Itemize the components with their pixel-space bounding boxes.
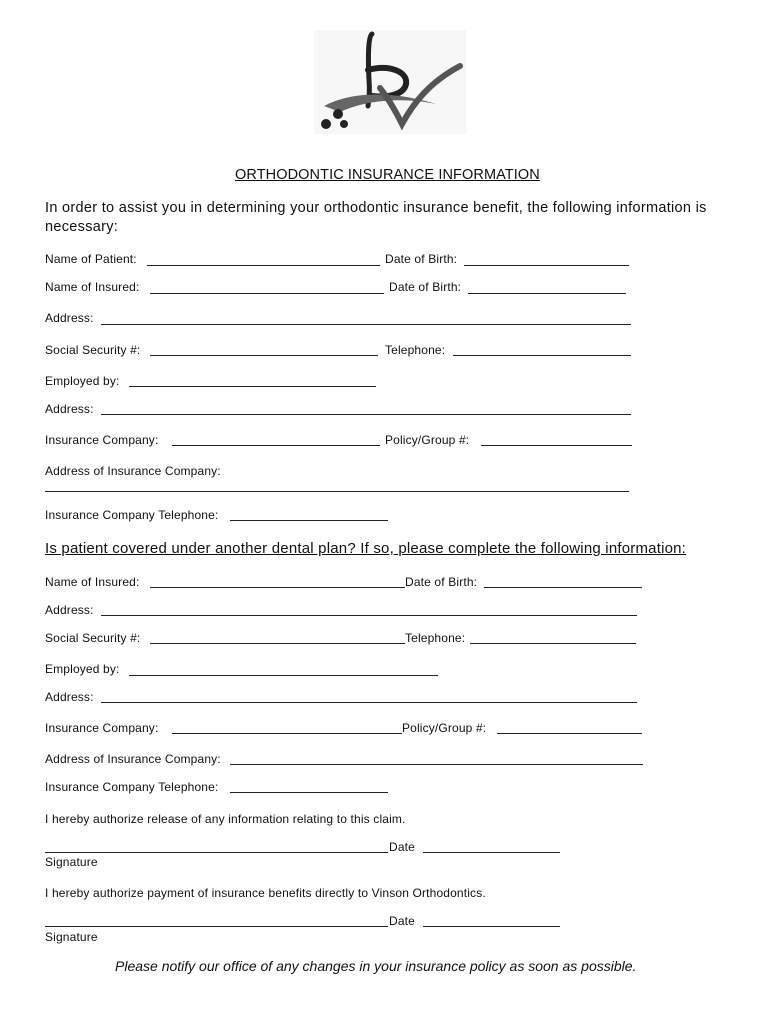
patient-date-of-birth-field[interactable] — [464, 265, 629, 266]
payment-authorization-text: I hereby authorize payment of insurance benefits directly to Vinson Orthodontics. — [45, 886, 486, 900]
insured-date-of-birth-field[interactable] — [468, 293, 626, 294]
secondary-employed-by-label: Employed by: — [45, 662, 120, 676]
secondary-employer-address-label: Address: — [45, 690, 94, 704]
release-date-field[interactable] — [423, 852, 560, 853]
payment-date-label: Date — [389, 914, 415, 928]
telephone-label: Telephone: — [385, 343, 446, 357]
practice-logo — [310, 28, 470, 143]
name-of-patient-label: Name of Patient: — [45, 252, 137, 266]
secondary-name-of-insured-label: Name of Insured: — [45, 575, 140, 589]
secondary-ssn-label: Social Security #: — [45, 631, 141, 645]
secondary-insurance-company-telephone-field[interactable] — [230, 792, 388, 793]
employer-address-field[interactable] — [101, 414, 631, 415]
insurance-company-label: Insurance Company: — [45, 433, 159, 447]
secondary-address-field[interactable] — [101, 615, 637, 616]
name-of-insured-field[interactable] — [150, 293, 384, 294]
secondary-date-of-birth-field[interactable] — [484, 587, 642, 588]
insurance-company-field[interactable] — [172, 445, 380, 446]
secondary-insurance-company-address-label: Address of Insurance Company: — [45, 752, 221, 766]
policy-group-field[interactable] — [481, 445, 632, 446]
secondary-insurance-company-address-field[interactable] — [230, 764, 643, 765]
employed-by-field[interactable] — [129, 386, 376, 387]
form-title: ORTHODONTIC INSURANCE INFORMATION — [235, 167, 540, 183]
insurance-company-address-label: Address of Insurance Company: — [45, 464, 221, 478]
payment-signature-label: Signature — [45, 930, 98, 944]
payment-signature-field[interactable] — [45, 926, 388, 927]
address-label: Address: — [45, 311, 94, 325]
insured-date-of-birth-label: Date of Birth: — [389, 280, 462, 294]
payment-date-field[interactable] — [423, 926, 560, 927]
insurance-company-address-field[interactable] — [45, 491, 629, 492]
secondary-ssn-field[interactable] — [150, 643, 405, 644]
telephone-field[interactable] — [453, 355, 631, 356]
secondary-plan-heading: Is patient covered under another dental plan? If so, please complete the following information: — [45, 540, 687, 557]
secondary-address-label: Address: — [45, 603, 94, 617]
patient-date-of-birth-label: Date of Birth: — [385, 252, 458, 266]
secondary-insurance-company-field[interactable] — [172, 733, 402, 734]
insurance-company-telephone-label: Insurance Company Telephone: — [45, 508, 219, 522]
secondary-insurance-company-telephone-label: Insurance Company Telephone: — [45, 780, 219, 794]
policy-group-label: Policy/Group #: — [385, 433, 470, 447]
secondary-employer-address-field[interactable] — [101, 702, 637, 703]
secondary-policy-group-field[interactable] — [497, 733, 642, 734]
ssn-label: Social Security #: — [45, 343, 141, 357]
release-signature-field[interactable] — [45, 852, 388, 853]
secondary-telephone-field[interactable] — [470, 643, 636, 644]
address-field[interactable] — [101, 324, 631, 325]
name-of-insured-label: Name of Insured: — [45, 280, 140, 294]
release-signature-label: Signature — [45, 855, 98, 869]
release-authorization-text: I hereby authorize release of any information relating to this claim. — [45, 812, 406, 826]
ssn-field[interactable] — [150, 355, 378, 356]
secondary-insurance-company-label: Insurance Company: — [45, 721, 159, 735]
footer-notice: Please notify our office of any changes in your insurance policy as soon as possible. — [115, 958, 637, 974]
name-of-patient-field[interactable] — [147, 265, 380, 266]
secondary-policy-group-label: Policy/Group #: — [402, 721, 487, 735]
secondary-employed-by-field[interactable] — [129, 675, 438, 676]
employer-address-label: Address: — [45, 402, 94, 416]
intro-text: In order to assist you in determining your orthodontic insurance benefit, the following information is necessary: — [45, 200, 707, 235]
secondary-date-of-birth-label: Date of Birth: — [405, 575, 478, 589]
secondary-telephone-label: Telephone: — [405, 631, 466, 645]
insurance-company-telephone-field[interactable] — [230, 520, 388, 521]
release-date-label: Date — [389, 840, 415, 854]
employed-by-label: Employed by: — [45, 374, 120, 388]
secondary-name-of-insured-field[interactable] — [150, 587, 405, 588]
